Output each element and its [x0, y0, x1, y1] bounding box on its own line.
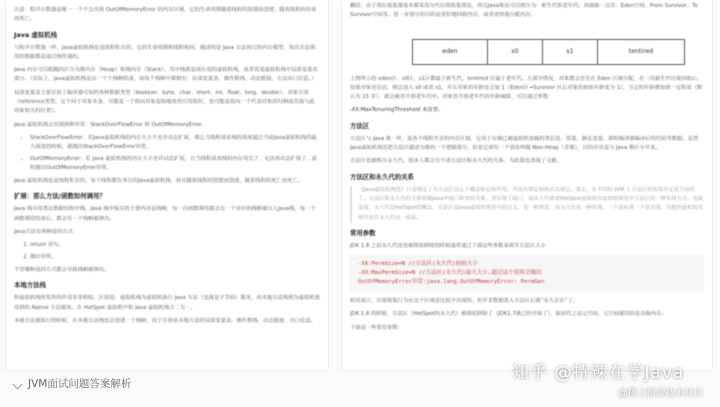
section-heading: 方法区	[350, 121, 370, 130]
heap-cell-eden: eden	[413, 39, 488, 64]
section-heading: 本地方法栈	[14, 281, 46, 290]
paragraph: Java 虚拟机栈也是线程私有的，每个线程都有各自的Java虚拟机栈，而且随着线程的创建而创建，随着线程的死亡而死亡。	[14, 178, 303, 185]
section-heading: Java 虚拟机栈	[14, 30, 57, 39]
caption-triangle-icon	[13, 380, 23, 390]
paragraph: 不管哪种返回方式都会导致栈帧被弹出。	[14, 266, 110, 273]
page-right-content	[342, 0, 712, 370]
document-page-left	[6, 0, 328, 370]
list-item: 2. 抛出异常。	[30, 253, 320, 262]
list-item: 1. return 语句。	[30, 241, 320, 250]
paragraph: 和虚拟机栈所发挥的作用非常相似，区别是：虚拟机栈为虚拟机执行 Java 方法（也就是字节码）服务，而本地方法栈则为虚拟机使用到的 Native 方法服务。在 HotSpot 虚拟机中和 Java 虚拟机栈合二为一。	[14, 295, 320, 311]
paragraph: Java 内存可以粗糙的区分为堆内存（Heap）和栈内存（Stack），其中栈就是现在说的虚拟机栈，或者说是虚拟机栈中局部变量表部分。（实际上，Java虚拟机栈是由一个个栈帧组成，而每个栈帧中都拥有：局部变量表、操作数栈、动态链接、方法出口信息。）	[14, 67, 318, 83]
paragraph: 方法区与 Java 堆一样，是各个线程共享的内存区域，它用于存储已被虚拟机加载的类信息、常量、静态变量、即时编译器编译后的代码等数据。虽然Java虚拟机规范把方法区描述为堆的一个逻辑部分，但是它却有一个别名叫做 Non-Heap（非堆），目的应该是与 Java 堆区分开来。	[350, 135, 699, 152]
paragraph: JDK 1.8 之前永久代还没被彻底移除的时候通常通过下面这些参数来调节方法区大小	[350, 242, 546, 249]
heap-cell-tentired: tentired	[598, 39, 685, 64]
document-page-right	[342, 0, 712, 370]
image-caption: JVM面试问题答案解析	[28, 378, 132, 390]
list-item: • OutOfMemoryError：若 Java 虚拟机栈的内存大小允许动态扩展，且当线程请求栈时内存用完了，无法再动态扩展了，此时抛出OutOfMemoryError异常。	[30, 155, 320, 174]
return-list	[14, 241, 320, 262]
code-block	[350, 255, 704, 292]
heap-cell-s1: s1	[543, 39, 598, 64]
section-heading: 常用参数	[350, 228, 376, 237]
heap-cell-s0: s0	[488, 39, 543, 64]
paragraph: Java方法有两种返回方式：	[14, 229, 79, 236]
paragraph: 概括：由于现在收集器基本都采用分代垃圾收集算法，所以Java堆还可以细分为：新生代和老年代；再细致一点有：Eden空间、From Survivor、To Survivor空间等。进一步划分的目的是更好地回收内存，或者更快地分配内存。	[350, 3, 698, 19]
paragraph: 本地方法被执行的时候，在本地方法栈也会创建一个栈帧，用于存放该本地方法的局部变量表、操作数栈、动态链接、出口信息。	[14, 317, 316, 324]
blockquote: 《Java虚拟机规范》只是规定了有方法区这么个概念和它的作用，并没有规定如何去实现它。那么，在不同的 JVM 上方法区的实现肯定是不同的了。方法区和永久代的关系很像Java中接口和类的关系，类实现了接口，而永久代就是HotSpot虚拟机对虚拟机规范中方法区的一种实现方式。也就是说，永久代是HotSpot的概念，方法区是Java虚拟机规范中的定义，是一种规范，而永久代是一种实现，一个是标准一个是实现，其他的虚拟机实现并没有永久代这一说法。	[350, 186, 704, 223]
code-line: -XX:MaxPermSize=N //方法区(永久代)最大大小,超过这个值将会抛出	[358, 270, 542, 277]
page-left-content	[6, 0, 328, 370]
heap-generation-diagram	[412, 39, 685, 65]
list-item: • StackOverFlowError：若Java虚拟机栈的内存大小不允许动态扩展，那么当线程请求栈的深度超过当前Java虚拟机栈的最大深度的时候，就抛出StackOverFlowError异常。	[30, 134, 320, 153]
watermark-zhihu: 知乎 @特辣在学Java	[512, 363, 685, 383]
code-line: -XX:PermSize=N //方法区(永久代)初始大小	[358, 261, 478, 268]
paragraph: JDK 1.8 的时候，方法区（HotSpot的永久代）被彻底移除了（JDK1.7就已经开始了），取而代之是元空间，元空间使用的是直接内存。	[350, 311, 667, 318]
exception-list	[14, 134, 320, 173]
paragraph: 注意：程序计数器是唯一一个不会出现 OutOfMemoryError 的内存区域，它的生命周期随着线程的创建而创建，随着线程的结束而死亡。	[14, 7, 317, 23]
paragraph: 上图所示的 eden区、s0区、s1区都属于新生代，tentired 区属于老年代。大部分情况，对象都会首先在 Eden 区域分配，在一次新生代垃圾回收后，如果对象还存活，则会进入 s0 或者 s1，并且对象的年龄还会加 1（Eden区→Survivor 区后对象的初始年龄变为 1），当它的年龄增加到一定程度（默认为 15 岁），就会被晋升到老年代中。对象晋升到老年代的年龄阈值，可以通过参数	[350, 75, 703, 101]
paragraph: 下面是一些常用参数：	[350, 324, 403, 331]
paragraph: 与程序计数器一样，Java虚拟机栈也是线程私有的，它的生命周期和线程相同，描述的是 Java 方法执行的内存模型，每次方法调用的数据都是通过栈传递的。	[14, 44, 316, 60]
watermark-juejin: @稀土掘金技术社区	[618, 388, 704, 399]
section-heading: 扩展：那么方法/函数如何调用？	[14, 192, 106, 201]
paragraph: Java 栈可用类比数据结构中栈，Java 栈中保存的主要内容是栈帧，每一次函数调用都会有一个对应的栈帧被压入Java栈，每一个函数调用结束后，都会有一个栈帧被弹出。	[14, 206, 316, 222]
paragraph: 相对而言，垃圾收集行为在这个区域是比较少出现的，但并非数据进入方法区后就“永久存在”了。	[350, 298, 578, 305]
paragraph: 方法区也被称为永久代。很多人都会分不清方法区和永久代的关系，为此我也查阅了文献。	[350, 158, 562, 165]
paragraph: Java 虚拟机栈会出现两种异常：StackOverFlowError 和 OutOfMemoryError。	[14, 121, 207, 128]
section-heading: 方法区和永久代的关系	[350, 172, 414, 181]
paragraph: 局部变量表主要存放了编译器可知的各种数据类型（boolean、byte、char、short、int、float、long、double）、对象引用（reference类型，它不同于对象本身，可能是一个指向对象起始地址的引用指针，也可能是指向一个代表对象的句柄或其他与此对象相关的位置）。	[14, 89, 315, 115]
code-line: OutOfMemoryError异常:java.lang.OutOfMemoryError: PermGen	[358, 279, 545, 286]
paragraph: -XX:MaxTenuringThreshold 来设置。	[350, 107, 444, 114]
